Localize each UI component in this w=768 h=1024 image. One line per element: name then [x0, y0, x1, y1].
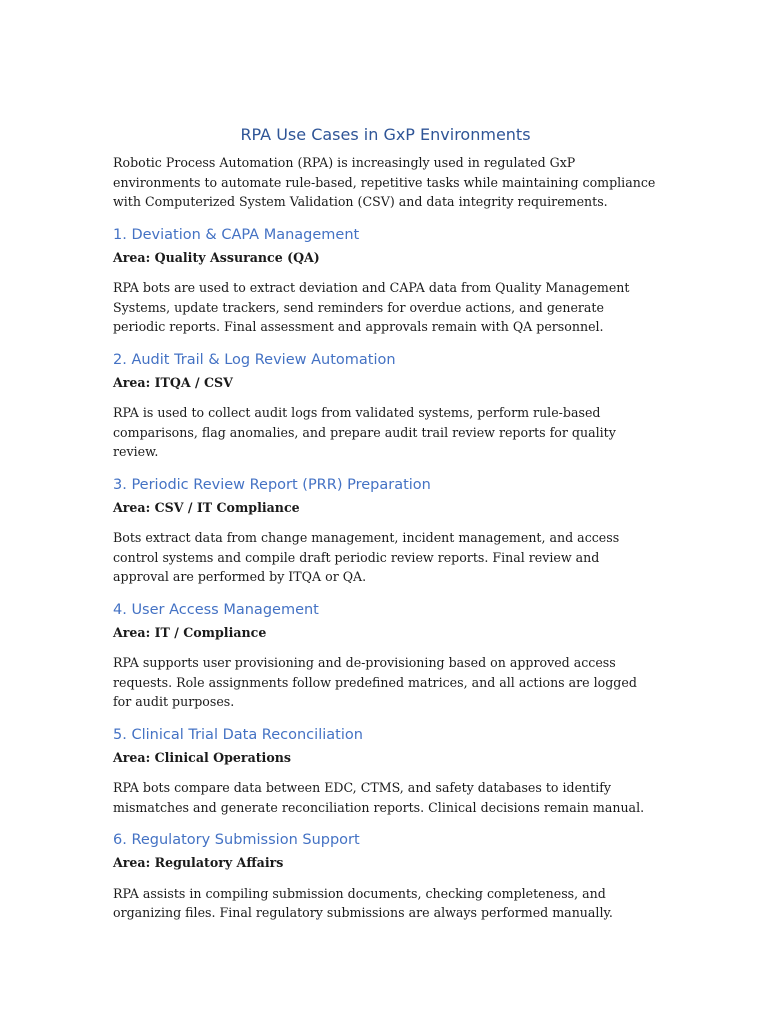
section-description: RPA bots compare data between EDC, CTMS, and safety databases to identify mismatches and generate reconciliation reports. Clinical decisions remain manual. — [113, 780, 645, 815]
section-clinical-trial — [113, 725, 658, 818]
document-page — [113, 123, 658, 936]
section-heading: 5. Clinical Trial Data Reconciliation — [113, 726, 363, 743]
section-regulatory — [113, 830, 658, 923]
document-title: RPA Use Cases in GxP Environments — [240, 125, 531, 144]
section-heading: 6. Regulatory Submission Support — [113, 832, 360, 848]
section-periodic-review — [113, 475, 658, 587]
section-heading: 2. Audit Trail & Log Review Automation — [113, 351, 396, 368]
section-heading: 1. Deviation & CAPA Management — [113, 226, 360, 243]
section-description: RPA bots are used to extract deviation and CAPA data from Quality Management Systems, update trackers, send reminders for overdue actions, and generate periodic reports. Final assessment and approvals remain with QA personnel. — [113, 280, 630, 334]
section-heading: 4. User Access Management — [113, 601, 319, 618]
section-description: RPA supports user provisioning and de-provisioning based on approved access requests. Role assignments follow predefined matrices, and all actions are logged for audit purposes. — [113, 655, 637, 709]
section-area: Area: Clinical Operations — [113, 749, 291, 765]
section-area: Area: CSV / IT Compliance — [113, 499, 300, 515]
section-user-access — [113, 600, 658, 712]
section-description: RPA assists in compiling submission documents, checking completeness, and organizing files. Final regulatory submissions are always performed manually. — [113, 885, 613, 920]
section-area: Area: Quality Assurance (QA) — [113, 249, 320, 265]
section-area: Area: IT / Compliance — [113, 624, 267, 640]
section-description: Bots extract data from change management, incident management, and access control systems and compile draft periodic review reports. Final review and approval are performed by ITQA or QA. — [113, 530, 620, 584]
section-heading: 3. Periodic Review Report (PRR) Preparation — [113, 476, 431, 493]
section-deviation-capa — [113, 225, 658, 337]
intro-paragraph: Robotic Process Automation (RPA) is increasingly used in regulated GxP environments to automate rule-based, repetitive tasks while maintaining compliance with Computerized System Validation (CSV) and data integrity requirements. — [113, 155, 656, 209]
section-area: Area: ITQA / CSV — [113, 374, 233, 390]
section-audit-trail — [113, 350, 658, 462]
section-description: RPA is used to collect audit logs from validated systems, perform rule-based comparisons, flag anomalies, and prepare audit trail review reports for quality review. — [113, 405, 616, 459]
section-area: Area: Regulatory Affairs — [113, 855, 284, 870]
